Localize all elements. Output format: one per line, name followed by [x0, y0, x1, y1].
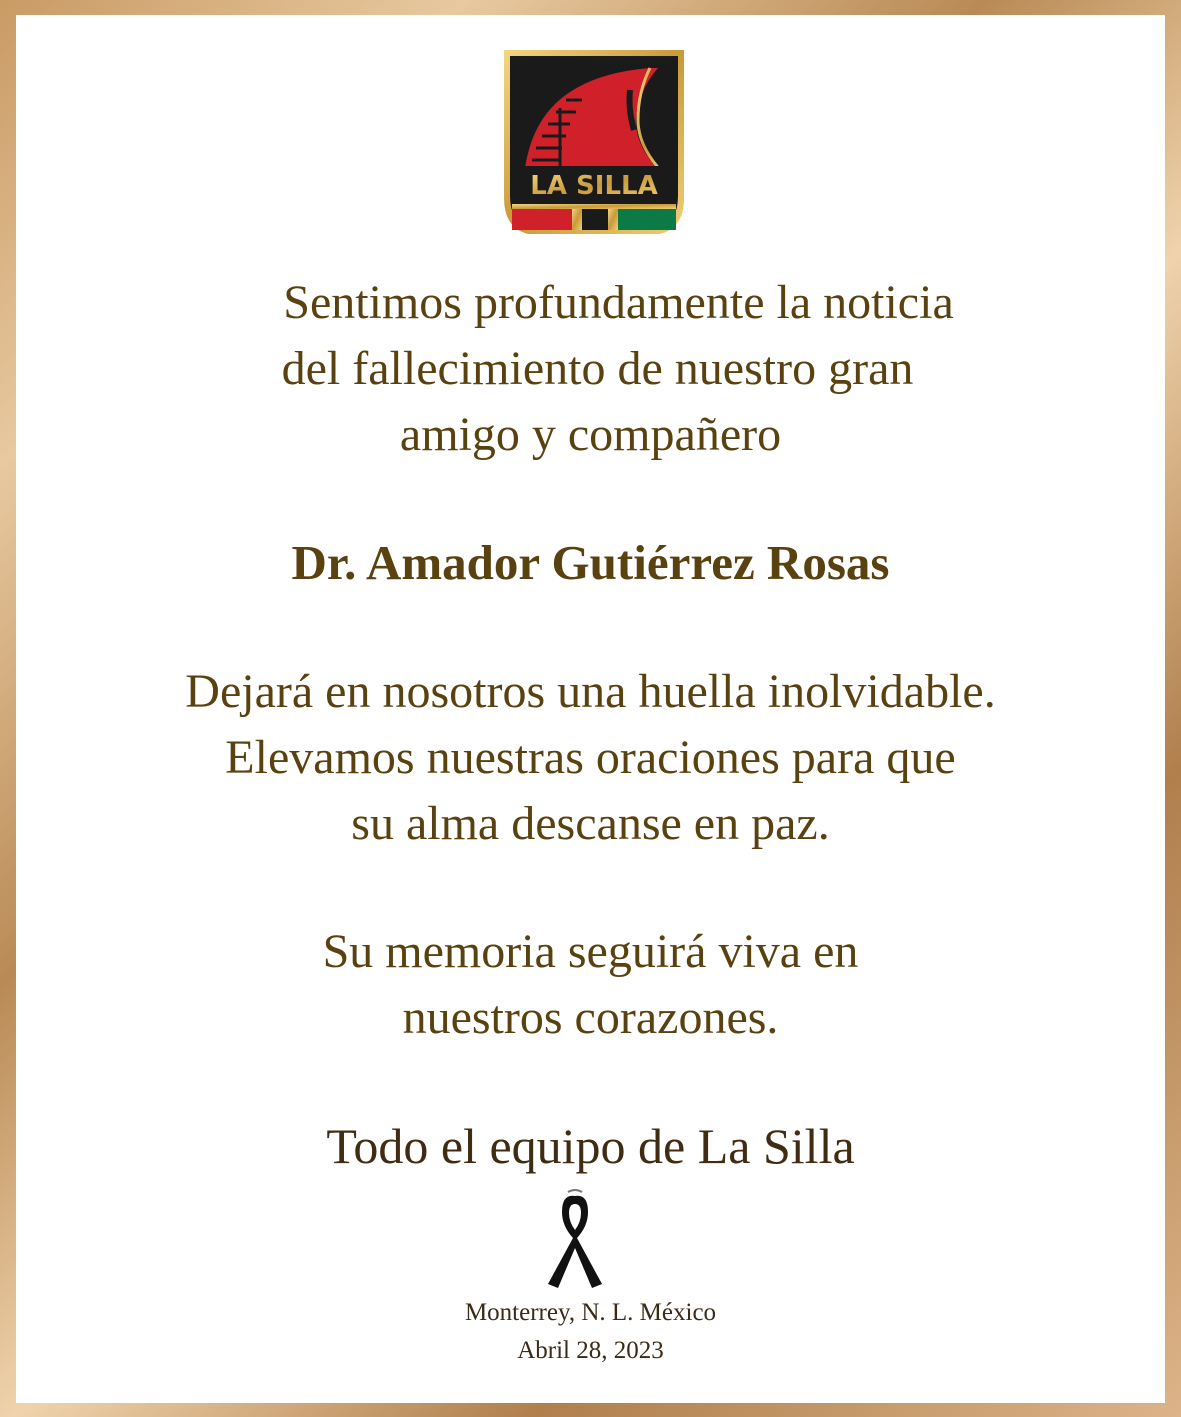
- date-text: Abril 28, 2023: [517, 1337, 664, 1364]
- condolence-paragraph: [0, 659, 1181, 857]
- memory-paragraph: [0, 919, 1181, 1051]
- logo-text: LA SILLA: [530, 171, 658, 201]
- mourning-ribbon-icon: [540, 1186, 610, 1296]
- deceased-name: Dr. Amador Gutiérrez Rosas: [291, 535, 890, 590]
- intro-line-2: del fallecimiento de nuestro gran: [281, 342, 914, 395]
- location-text: Monterrey, N. L. México: [464, 1299, 717, 1326]
- condolence-line-2: Elevamos nuestras oraciones para que: [225, 731, 956, 784]
- la-silla-logo: [500, 48, 688, 240]
- intro-paragraph: [0, 270, 1181, 468]
- intro-line-1: Sentimos profundamente la noticia: [283, 276, 954, 329]
- memory-line-1: Su memoria seguirá viva en: [322, 925, 859, 978]
- condolence-line-3: su alma descanse en paz.: [351, 797, 830, 850]
- signature: Todo el equipo de La Silla: [326, 1118, 855, 1174]
- intro-line-3: amigo y compañero: [399, 408, 782, 461]
- la-silla-logo-graphic: [500, 48, 688, 240]
- memory-line-2: nuestros corazones.: [402, 991, 779, 1044]
- condolence-line-1: Dejará en nosotros una huella inolvidable.: [185, 665, 996, 718]
